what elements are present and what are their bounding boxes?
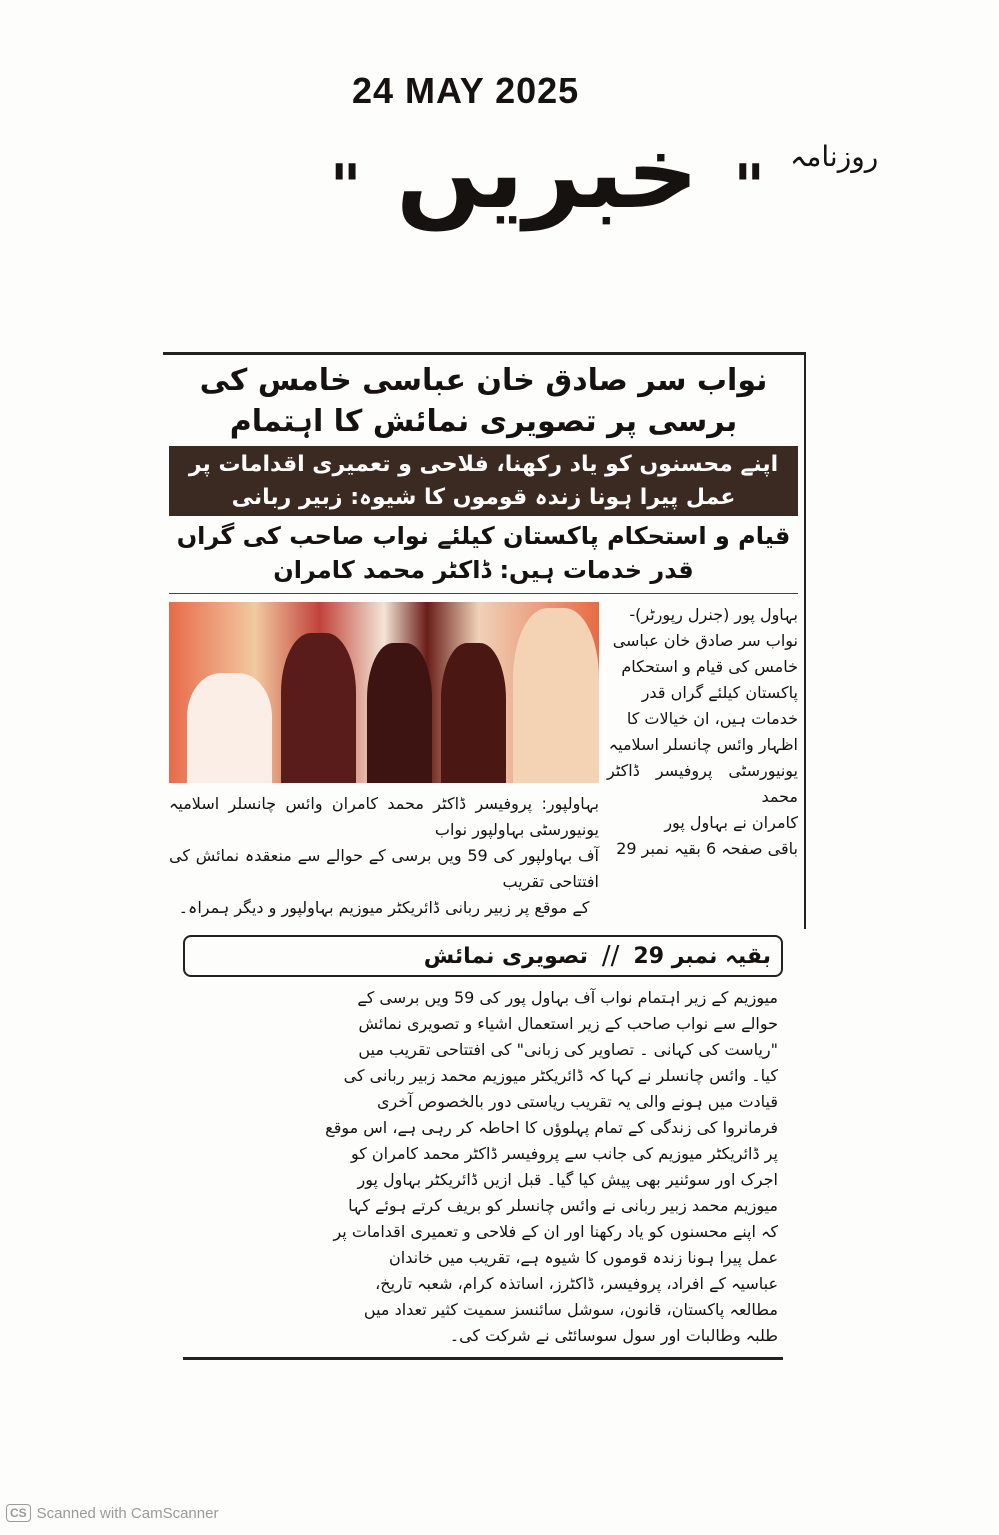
body-line: فرمانروا کی زندگی کے تمام پہلوؤں کا احاطہ کر رہی ہے، اس موقع: [325, 1118, 778, 1138]
continuation-body: [183, 985, 783, 1349]
masthead: [330, 114, 765, 231]
divider-slashes-icon: //: [601, 941, 620, 972]
news-clipping: [163, 352, 806, 929]
continuation-header: [183, 935, 783, 977]
body-line: طلبہ وطالبات اور سول سوسائٹی نے شرکت کی۔: [449, 1326, 778, 1346]
body-line: کامران نے بہاول پور: [664, 813, 798, 833]
body-line: قیادت میں ہونے والی یہ تقریب ریاستی دور بالخصوص آخری: [376, 1092, 778, 1112]
scanner-watermark: [6, 1504, 218, 1522]
body-line: میوزیم محمد زبیر ربانی نے وائس چانسلر کو بریف کرتے ہوئے کہا: [348, 1196, 778, 1216]
watermark-text: Scanned with CamScanner: [36, 1504, 219, 1522]
body-line: میوزیم کے زیر اہتمام نواب آف بہاول پور کی 59 ویں برسی کے: [357, 988, 778, 1008]
body-line: خامس کی قیام و استحکام: [621, 657, 798, 677]
body-line: یونیورسٹی پروفیسر ڈاکٹر محمد: [607, 761, 798, 807]
body-line: پر ڈائریکٹر میوزیم کی جانب سے پروفیسر ڈاکٹر محمد کامران کو: [350, 1144, 778, 1164]
masthead-quote-close: ": [733, 152, 765, 222]
masthead-prefix: روزنامہ: [790, 140, 879, 173]
caption-line: کے موقع پر زبیر ربانی ڈائریکٹر میوزیم بہاولپور و دیگر ہمراہ۔: [178, 898, 590, 918]
masthead-name: خبریں: [396, 114, 699, 231]
body-line: کہ اپنے محسنوں کو یاد رکھنا اور ان کے فلاحی و تعمیری اقدامات پر: [333, 1222, 778, 1242]
body-line: عمل پیرا ہونا زندہ قوموں کا شیوہ ہے، تقریب میں خاندان: [389, 1248, 778, 1268]
article-body: [607, 602, 798, 921]
continuation-title: تصویری نمائش: [423, 943, 588, 969]
continuation-column: [183, 935, 783, 1360]
photo-figure: [441, 643, 506, 783]
publication-date: 24 MAY 2025: [352, 70, 580, 111]
photo-figure: [187, 673, 272, 783]
body-line: خدمات ہیں، ان خیالات کا: [626, 709, 798, 729]
subheadline: اپنے محسنوں کو یاد رکھنا، فلاحی و تعمیری اقدامات پر عمل پیرا ہونا زندہ قوموں کا شیوہ: زبیر ربانی: [169, 446, 798, 516]
photo-figure: [513, 608, 599, 783]
body-line: اظہار وائس چانسلر اسلامیہ: [608, 735, 798, 755]
caption-line: بہاولپور: پروفیسر ڈاکٹر محمد کامران وائس چانسلر اسلامیہ یونیورسٹی بہاولپور نواب: [169, 794, 599, 840]
photo-figure: [281, 633, 356, 783]
body-line: اجرک اور سوئنیر بھی پیش کیا گیا۔ قبل ازیں ڈائریکٹر بہاول پور: [357, 1170, 778, 1190]
body-line: پاکستان کیلئے گراں قدر: [641, 683, 798, 703]
news-photo: [169, 602, 599, 783]
camscanner-icon: CS: [6, 1504, 31, 1522]
caption-line: آف بہاولپور کی 59 ویں برسی کے حوالے سے منعقدہ نمائش کی افتتاحی تقریب: [169, 846, 600, 892]
clipping-wrapper: [163, 352, 806, 1360]
headline: نواب سر صادق خان عباسی خامس کی برسی پر تصویری نمائش کا اہتمام: [199, 363, 768, 439]
body-line: باقی صفحہ 6 بقیہ نمبر 29: [616, 839, 798, 859]
body-line: حوالے سے نواب صاحب کے زیر استعمال اشیاء و تصویری نمائش: [358, 1014, 778, 1034]
body-line: مطالعہ پاکستان، قانون، سوشل سائنسز سمیت کثیر تعداد میں: [363, 1300, 778, 1320]
strapline: قیام و استحکام پاکستان کیلئے نواب صاحب کی گراں قدر خدمات ہیں: ڈاکٹر محمد کامران: [169, 516, 798, 594]
photo-figure: [367, 643, 432, 783]
body-line: عباسیہ کے افراد، پروفیسر، ڈاکٹرز، اساتذہ کرام، شعبہ تاریخ،: [375, 1274, 778, 1294]
body-line: بہاول پور (جنرل رپورٹر)-: [629, 605, 798, 625]
body-line: نواب سر صادق خان عباسی: [612, 631, 798, 651]
photo-caption: [169, 791, 599, 921]
body-line: کیا۔ وائس چانسلر نے کہا کہ ڈائریکٹر میوزیم محمد زبیر ربانی کی: [343, 1066, 778, 1086]
article-row: [169, 602, 798, 921]
photo-column: [169, 602, 599, 921]
masthead-quote-open: ": [330, 152, 362, 222]
continuation-number: بقیہ نمبر 29: [633, 943, 771, 969]
body-line: "ریاست کی کہانی ۔ تصاویر کی زبانی" کی افتتاحی تقریب میں: [358, 1040, 778, 1060]
